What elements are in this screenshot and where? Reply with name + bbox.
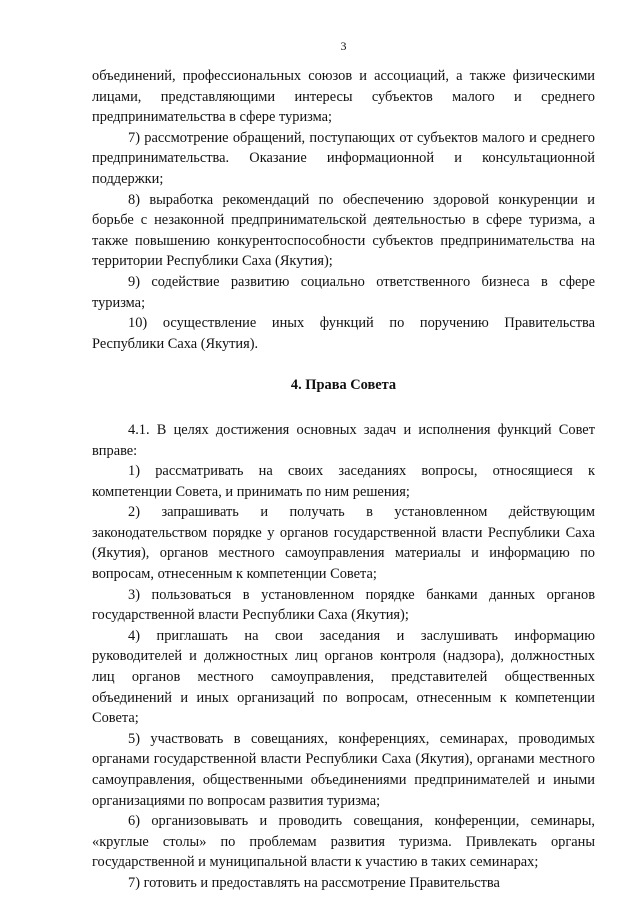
list-item-8: 8) выработка рекомендаций по обеспечению здоровой конкуренции и борьбе с незаконной предпринимательской деятельностью в сфере туризма, а также повышению конкурентоспособности субъектов предпринимательства на территории Республики Саха (Якутия); — [92, 191, 595, 270]
paragraph-continuation: объединений, профессиональных союзов и ассоциаций, а также физическими лицами, представляющими интересы субъектов малого и среднего предпринимательства в сфере туризма; — [92, 68, 595, 126]
page-number: 3 — [340, 39, 347, 53]
rights-item-5: 5) участвовать в совещаниях, конференциях, семинарах, проводимых органами государственной власти Республики Саха (Якутия), органами местного самоуправления, общественными объединениями предпринимателей и иными организациями по вопросам развития туризма; — [92, 730, 595, 809]
list-item-10: 10) осуществление иных функций по поручению Правительства Республики Саха (Якутия). — [92, 315, 595, 352]
list-item-9: 9) содействие развитию социально ответственного бизнеса в сфере туризма; — [92, 273, 595, 311]
clause-4-1: 4.1. В целях достижения основных задач и исполнения функций Совет вправе: — [92, 421, 595, 459]
list-item-7: 7) рассмотрение обращений, поступающих от субъектов малого и среднего предпринимательства. Оказание информационной и консультационной поддержки; — [92, 129, 595, 187]
rights-item-6: 6) организовывать и проводить совещания, конференции, семинары, «круглые столы» по проблемам развития туризма. Привлекать органы государственной и муниципальной власти к участию в таких семинарах; — [92, 813, 595, 871]
section-heading: 4. Права Совета — [290, 377, 397, 394]
rights-item-1: 1) рассматривать на своих заседаниях вопросы, относящиеся к компетенции Совета, и принимать по ним решения; — [92, 463, 595, 500]
rights-item-3: 3) пользоваться в установленном порядке банками данных органов государственной власти Республики Саха (Якутия); — [92, 586, 595, 624]
rights-item-7: 7) готовить и предоставлять на рассмотрение Правительства — [128, 874, 500, 891]
rights-item-2: 2) запрашивать и получать в установленном действующим законодательством порядке у органов государственной власти Республики Саха (Якутия), органов местного самоуправления материалы и информацию по вопросам, отнесенным к компетенции Совета; — [92, 504, 595, 583]
rights-item-4: 4) приглашать на свои заседания и заслушивать информацию руководителей и должностных лиц органов контроля (надзора), должностных лиц органов местного самоуправления, представителей общественных объединений и иных организаций по вопросам, отнесенным к компетенции Совета; — [92, 627, 595, 727]
document-page — [92, 38, 595, 894]
